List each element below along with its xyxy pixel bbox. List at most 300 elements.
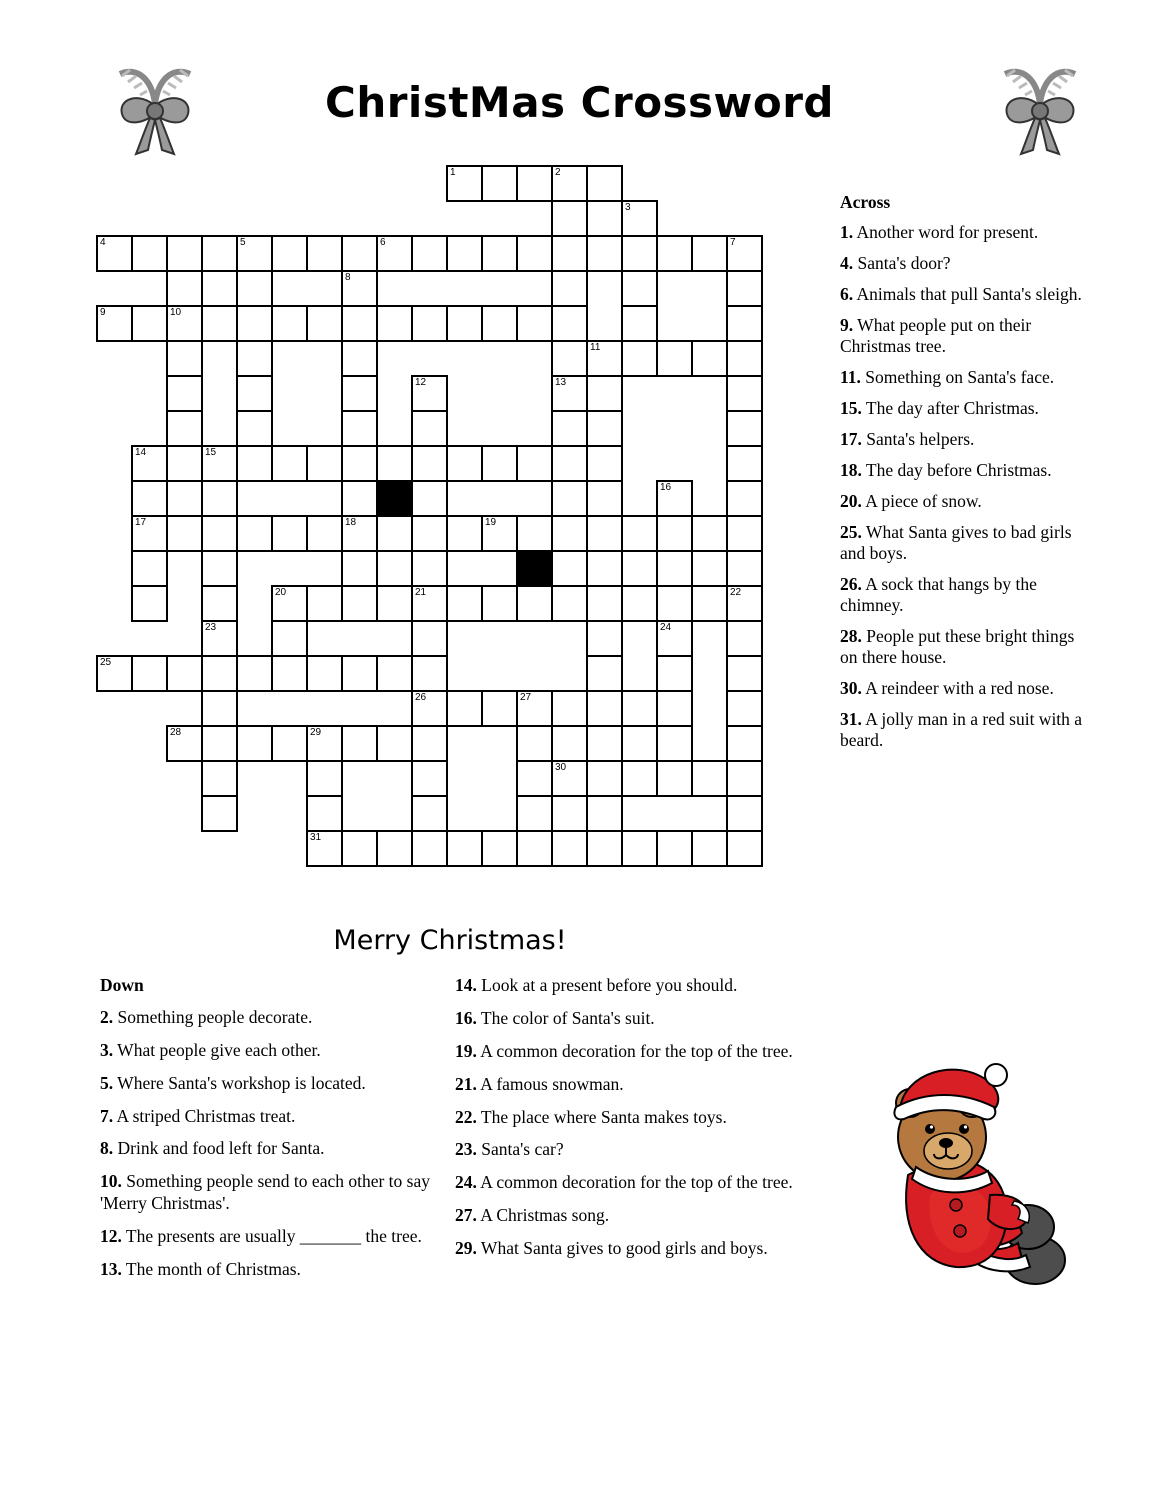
grid-cell[interactable]: [201, 655, 238, 692]
clue-item: [840, 709, 1090, 751]
grid-cell[interactable]: [691, 760, 728, 797]
grid-cell[interactable]: [726, 410, 763, 447]
grid-cell[interactable]: [481, 305, 518, 342]
grid-cell[interactable]: [411, 830, 448, 867]
clue-text: A reindeer with a red nose.: [861, 678, 1054, 698]
grid-clue-number: 27: [520, 692, 532, 703]
clue-text: The color of Santa's suit.: [476, 1007, 655, 1028]
grid-cell[interactable]: [726, 515, 763, 552]
grid-cell[interactable]: [341, 235, 378, 272]
grid-cell[interactable]: [516, 830, 553, 867]
clue-text: The day after Christmas.: [861, 398, 1039, 418]
grid-cell[interactable]: [271, 725, 308, 762]
grid-cell[interactable]: [131, 655, 168, 692]
clue-number: 30.: [840, 678, 862, 698]
grid-cell[interactable]: [586, 690, 623, 727]
grid-cell[interactable]: [411, 760, 448, 797]
grid-cell[interactable]: [236, 235, 273, 272]
clue-text: People put these bright things on there house.: [840, 626, 1075, 667]
clue-number: 22.: [455, 1106, 477, 1127]
grid-cell[interactable]: [341, 445, 378, 482]
grid-cell[interactable]: [411, 235, 448, 272]
grid-cell[interactable]: [551, 305, 588, 342]
grid-cell[interactable]: [551, 270, 588, 307]
grid-cell[interactable]: [166, 515, 203, 552]
grid-clue-number: 29: [310, 727, 322, 738]
footer-greeting: Merry Christmas!: [333, 925, 567, 956]
grid-cell[interactable]: [516, 760, 553, 797]
grid-cell[interactable]: [341, 830, 378, 867]
clue-item: [455, 1139, 805, 1161]
grid-cell[interactable]: [726, 480, 763, 517]
grid-cell[interactable]: [306, 725, 343, 762]
grid-cell[interactable]: [481, 830, 518, 867]
grid-cell[interactable]: [551, 830, 588, 867]
clue-text: What people put on their Christmas tree.: [840, 315, 1032, 356]
grid-clue-number: 30: [555, 762, 567, 773]
grid-cell[interactable]: [166, 375, 203, 412]
grid-cell[interactable]: [481, 445, 518, 482]
grid-cell[interactable]: [656, 655, 693, 692]
grid-cell[interactable]: [621, 340, 658, 377]
grid-cell[interactable]: [201, 515, 238, 552]
grid-cell[interactable]: [131, 585, 168, 622]
grid-cell[interactable]: [726, 760, 763, 797]
clue-number: 19.: [455, 1040, 477, 1061]
clue-number: 10.: [100, 1171, 122, 1192]
grid-cell[interactable]: [376, 515, 413, 552]
grid-cell[interactable]: [621, 235, 658, 272]
grid-clue-number: 31: [310, 832, 322, 843]
clue-item: [100, 1073, 440, 1095]
grid-cell[interactable]: [586, 550, 623, 587]
grid-cell[interactable]: [551, 515, 588, 552]
clue-item: [840, 522, 1090, 564]
grid-cell[interactable]: [271, 585, 308, 622]
grid-clue-number: 18: [345, 517, 357, 528]
grid-cell[interactable]: [201, 620, 238, 657]
grid-cell[interactable]: [166, 445, 203, 482]
grid-cell[interactable]: [516, 725, 553, 762]
grid-cell[interactable]: [656, 235, 693, 272]
grid-cell[interactable]: [131, 550, 168, 587]
across-heading: Across: [840, 192, 891, 212]
grid-cell[interactable]: [96, 655, 133, 692]
grid-cell[interactable]: [376, 585, 413, 622]
grid-cell[interactable]: [656, 340, 693, 377]
clue-text: A piece of snow.: [861, 491, 982, 511]
grid-cell[interactable]: [726, 655, 763, 692]
grid-cell[interactable]: [691, 340, 728, 377]
grid-cell[interactable]: [691, 515, 728, 552]
grid-cell[interactable]: [446, 690, 483, 727]
clue-number: 23.: [455, 1139, 477, 1160]
grid-cell[interactable]: [341, 550, 378, 587]
grid-cell[interactable]: [341, 585, 378, 622]
grid-cell[interactable]: [411, 690, 448, 727]
grid-cell[interactable]: [621, 305, 658, 342]
grid-cell[interactable]: [341, 375, 378, 412]
grid-clue-number: 20: [275, 587, 287, 598]
grid-cell[interactable]: [341, 340, 378, 377]
clue-number: 14.: [455, 975, 477, 995]
grid-cell[interactable]: [691, 830, 728, 867]
grid-cell[interactable]: [376, 830, 413, 867]
clue-number: 28.: [840, 626, 862, 646]
grid-cell[interactable]: [236, 515, 273, 552]
down-heading: Down: [100, 975, 144, 995]
clue-text: Something people send to each other to say 'Merry Christmas'.: [100, 1171, 430, 1214]
grid-cell[interactable]: [551, 200, 588, 237]
clue-item: [840, 491, 1090, 512]
grid-cell[interactable]: [621, 690, 658, 727]
grid-cell[interactable]: [376, 235, 413, 272]
clue-number: 15.: [840, 398, 862, 418]
grid-cell[interactable]: [236, 725, 273, 762]
clue-number: 6.: [840, 284, 854, 304]
grid-cell[interactable]: [96, 305, 133, 342]
grid-cell[interactable]: [691, 585, 728, 622]
clue-item: [100, 1226, 440, 1248]
grid-cell[interactable]: [446, 515, 483, 552]
grid-cell[interactable]: [306, 655, 343, 692]
grid-cell[interactable]: [376, 445, 413, 482]
grid-cell[interactable]: [726, 690, 763, 727]
grid-clue-number: 26: [415, 692, 427, 703]
grid-cell[interactable]: [236, 655, 273, 692]
grid-cell[interactable]: [201, 550, 238, 587]
grid-cell[interactable]: [446, 165, 483, 202]
grid-cell[interactable]: [411, 725, 448, 762]
grid-cell[interactable]: [166, 725, 203, 762]
grid-cell[interactable]: [551, 585, 588, 622]
clue-number: 4.: [840, 253, 854, 273]
grid-cell[interactable]: [516, 235, 553, 272]
grid-cell[interactable]: [341, 305, 378, 342]
grid-cell[interactable]: [551, 410, 588, 447]
clue-item: [100, 1040, 440, 1062]
grid-cell[interactable]: [726, 585, 763, 622]
grid-cell[interactable]: [236, 340, 273, 377]
grid-cell[interactable]: [726, 445, 763, 482]
grid-cell[interactable]: [341, 515, 378, 552]
grid-cell[interactable]: [656, 515, 693, 552]
grid-cell[interactable]: [656, 760, 693, 797]
clue-item: [840, 315, 1090, 357]
grid-cell[interactable]: [166, 235, 203, 272]
clue-number: 3.: [100, 1039, 114, 1060]
grid-cell[interactable]: [201, 235, 238, 272]
grid-clue-number: 4: [100, 237, 106, 248]
grid-cell[interactable]: [726, 725, 763, 762]
clue-number: 16.: [455, 1007, 477, 1028]
grid-clue-number: 19: [485, 517, 497, 528]
clue-item: [455, 1205, 805, 1227]
page-title: ChristMas Crossword: [325, 78, 834, 127]
grid-cell[interactable]: [551, 445, 588, 482]
grid-cell[interactable]: [131, 515, 168, 552]
clue-text: What Santa gives to bad girls and boys.: [840, 522, 1072, 563]
grid-cell[interactable]: [411, 445, 448, 482]
grid-cell[interactable]: [201, 585, 238, 622]
grid-cell[interactable]: [201, 445, 238, 482]
grid-cell[interactable]: [201, 690, 238, 727]
grid-cell[interactable]: [411, 515, 448, 552]
grid-cell[interactable]: [306, 515, 343, 552]
clue-item: [840, 253, 1090, 274]
grid-cell[interactable]: [376, 655, 413, 692]
grid-cell[interactable]: [341, 480, 378, 517]
grid-cell[interactable]: [411, 795, 448, 832]
grid-cell[interactable]: [586, 655, 623, 692]
grid-cell[interactable]: [516, 585, 553, 622]
grid-cell[interactable]: [586, 795, 623, 832]
across-clue-list: [840, 222, 1090, 751]
grid-cell[interactable]: [656, 585, 693, 622]
grid-clue-number: 24: [660, 622, 672, 633]
grid-cell[interactable]: [481, 515, 518, 552]
grid-cell[interactable]: [166, 270, 203, 307]
grid-cell[interactable]: [726, 270, 763, 307]
clue-number: 21.: [455, 1073, 477, 1094]
clue-number: 29.: [455, 1238, 477, 1258]
clue-text: Santa's helpers.: [861, 429, 975, 449]
grid-cell[interactable]: [411, 620, 448, 657]
clue-text: The day before Christmas.: [861, 460, 1052, 480]
grid-cell[interactable]: [481, 690, 518, 727]
grid-cell[interactable]: [341, 410, 378, 447]
grid-cell[interactable]: [201, 480, 238, 517]
grid-cell[interactable]: [726, 620, 763, 657]
grid-cell[interactable]: [236, 305, 273, 342]
grid-cell[interactable]: [96, 235, 133, 272]
clue-item: [455, 1172, 805, 1194]
grid-cell[interactable]: [341, 270, 378, 307]
grid-cell[interactable]: [131, 305, 168, 342]
grid-cell[interactable]: [236, 445, 273, 482]
santa-teddy-bear-image: [830, 1055, 1080, 1305]
clue-number: 5.: [100, 1072, 114, 1093]
grid-cell[interactable]: [306, 585, 343, 622]
grid-cell[interactable]: [481, 165, 518, 202]
grid-cell[interactable]: [656, 725, 693, 762]
grid-cell[interactable]: [726, 340, 763, 377]
grid-cell[interactable]: [131, 480, 168, 517]
clue-item: [455, 1041, 805, 1063]
grid-cell[interactable]: [341, 725, 378, 762]
grid-cell[interactable]: [586, 760, 623, 797]
clue-text: Look at a present before you should.: [476, 975, 738, 995]
clue-text: A common decoration for the top of the tree.: [476, 1040, 793, 1061]
grid-cell[interactable]: [586, 515, 623, 552]
grid-cell[interactable]: [551, 480, 588, 517]
grid-cell[interactable]: [621, 200, 658, 237]
grid-cell[interactable]: [131, 235, 168, 272]
grid-cell[interactable]: [166, 410, 203, 447]
grid-cell[interactable]: [236, 410, 273, 447]
grid-cell[interactable]: [516, 690, 553, 727]
grid-cell[interactable]: [621, 270, 658, 307]
crossword-grid[interactable]: [96, 165, 836, 925]
grid-cell[interactable]: [516, 305, 553, 342]
grid-cell[interactable]: [446, 830, 483, 867]
clue-number: 31.: [840, 709, 862, 729]
grid-cell[interactable]: [411, 375, 448, 412]
grid-cell[interactable]: [306, 235, 343, 272]
grid-cell[interactable]: [586, 725, 623, 762]
grid-cell[interactable]: [586, 585, 623, 622]
grid-cell[interactable]: [271, 445, 308, 482]
grid-cell[interactable]: [166, 655, 203, 692]
grid-cell[interactable]: [376, 725, 413, 762]
grid-cell[interactable]: [411, 480, 448, 517]
grid-clue-number: 12: [415, 377, 427, 388]
grid-clue-number: 2: [555, 167, 561, 178]
grid-cell[interactable]: [656, 550, 693, 587]
grid-cell[interactable]: [586, 235, 623, 272]
grid-cell[interactable]: [306, 830, 343, 867]
clue-item: [455, 1107, 805, 1129]
clue-text: The place where Santa makes toys.: [476, 1106, 727, 1127]
grid-cell[interactable]: [621, 830, 658, 867]
grid-cell[interactable]: [411, 305, 448, 342]
clue-number: 12.: [100, 1226, 122, 1246]
grid-cell[interactable]: [201, 760, 238, 797]
grid-cell[interactable]: [446, 305, 483, 342]
grid-cell[interactable]: [201, 305, 238, 342]
clue-item: [840, 367, 1090, 388]
grid-cell[interactable]: [306, 795, 343, 832]
grid-cell[interactable]: [551, 165, 588, 202]
grid-cell[interactable]: [131, 445, 168, 482]
grid-cell[interactable]: [586, 830, 623, 867]
grid-cell[interactable]: [621, 585, 658, 622]
grid-cell[interactable]: [376, 305, 413, 342]
grid-cell[interactable]: [586, 375, 623, 412]
down-clue-list-column-1: [100, 1007, 440, 1281]
clue-number: 1.: [840, 222, 854, 242]
grid-cell[interactable]: [446, 585, 483, 622]
grid-cell[interactable]: [621, 760, 658, 797]
grid-cell[interactable]: [306, 760, 343, 797]
grid-cell[interactable]: [341, 655, 378, 692]
grid-cell[interactable]: [656, 690, 693, 727]
grid-clue-number: 7: [730, 237, 736, 248]
grid-cell[interactable]: [586, 445, 623, 482]
grid-cell[interactable]: [551, 690, 588, 727]
grid-cell[interactable]: [551, 760, 588, 797]
clue-number: 9.: [840, 315, 854, 335]
grid-cell[interactable]: [481, 585, 518, 622]
clue-text: A striped Christmas treat.: [113, 1105, 296, 1126]
clue-text: What Santa gives to good girls and boys.: [476, 1238, 768, 1258]
clue-text: A common decoration for the top of the tree.: [476, 1172, 793, 1193]
grid-cell[interactable]: [726, 550, 763, 587]
grid-cell[interactable]: [446, 235, 483, 272]
grid-cell[interactable]: [726, 305, 763, 342]
grid-cell[interactable]: [586, 480, 623, 517]
grid-cell[interactable]: [201, 795, 238, 832]
clue-item: [840, 626, 1090, 668]
grid-block: [376, 480, 413, 517]
clue-item: [840, 398, 1090, 419]
grid-cell[interactable]: [271, 620, 308, 657]
clue-number: 11.: [840, 367, 861, 387]
grid-cell[interactable]: [411, 410, 448, 447]
grid-cell[interactable]: [656, 480, 693, 517]
grid-cell[interactable]: [306, 305, 343, 342]
grid-cell[interactable]: [411, 585, 448, 622]
clue-item: [840, 574, 1090, 616]
grid-cell[interactable]: [236, 375, 273, 412]
grid-clue-number: 11: [590, 342, 601, 353]
grid-clue-number: 22: [730, 587, 742, 598]
clue-text: Drink and food left for Santa.: [113, 1138, 325, 1159]
grid-cell[interactable]: [726, 235, 763, 272]
grid-cell[interactable]: [271, 655, 308, 692]
grid-clue-number: 9: [100, 307, 106, 318]
grid-cell[interactable]: [691, 235, 728, 272]
grid-cell[interactable]: [551, 340, 588, 377]
grid-cell[interactable]: [516, 165, 553, 202]
grid-cell[interactable]: [551, 235, 588, 272]
grid-cell[interactable]: [201, 725, 238, 762]
clue-text: Animals that pull Santa's sleigh.: [853, 284, 1082, 304]
grid-clue-number: 8: [345, 272, 351, 283]
grid-cell[interactable]: [586, 410, 623, 447]
grid-clue-number: 1: [450, 167, 456, 178]
grid-clue-number: 15: [205, 447, 217, 458]
clue-text: A Christmas song.: [476, 1205, 610, 1226]
grid-cell[interactable]: [271, 235, 308, 272]
grid-cell[interactable]: [516, 445, 553, 482]
grid-cell[interactable]: [656, 620, 693, 657]
clue-text: Something on Santa's face.: [860, 367, 1055, 387]
grid-cell[interactable]: [481, 235, 518, 272]
grid-cell[interactable]: [516, 795, 553, 832]
down-clue-list-column-2-wrap: [455, 975, 805, 1271]
grid-cell[interactable]: [411, 550, 448, 587]
clue-text: Another word for present.: [853, 222, 1039, 242]
grid-cell[interactable]: [236, 270, 273, 307]
grid-cell[interactable]: [411, 655, 448, 692]
grid-cell[interactable]: [166, 340, 203, 377]
grid-clue-number: 17: [135, 517, 147, 528]
grid-cell[interactable]: [586, 620, 623, 657]
grid-cell[interactable]: [726, 375, 763, 412]
grid-cell[interactable]: [271, 515, 308, 552]
grid-cell[interactable]: [656, 830, 693, 867]
grid-cell[interactable]: [586, 340, 623, 377]
grid-cell[interactable]: [516, 515, 553, 552]
grid-cell[interactable]: [726, 830, 763, 867]
grid-cell[interactable]: [306, 445, 343, 482]
grid-cell[interactable]: [586, 165, 623, 202]
grid-cell[interactable]: [726, 795, 763, 832]
clue-item: [840, 284, 1090, 305]
clue-item: [100, 1106, 440, 1128]
grid-cell[interactable]: [621, 515, 658, 552]
grid-cell[interactable]: [551, 375, 588, 412]
clue-text: Where Santa's workshop is located.: [113, 1072, 366, 1093]
grid-clue-number: 10: [170, 307, 182, 318]
grid-clue-number: 25: [100, 657, 112, 668]
grid-cell[interactable]: [271, 305, 308, 342]
clue-number: 24.: [455, 1172, 477, 1193]
clue-number: 2.: [100, 1006, 114, 1027]
grid-cell[interactable]: [166, 305, 203, 342]
grid-cell[interactable]: [446, 445, 483, 482]
